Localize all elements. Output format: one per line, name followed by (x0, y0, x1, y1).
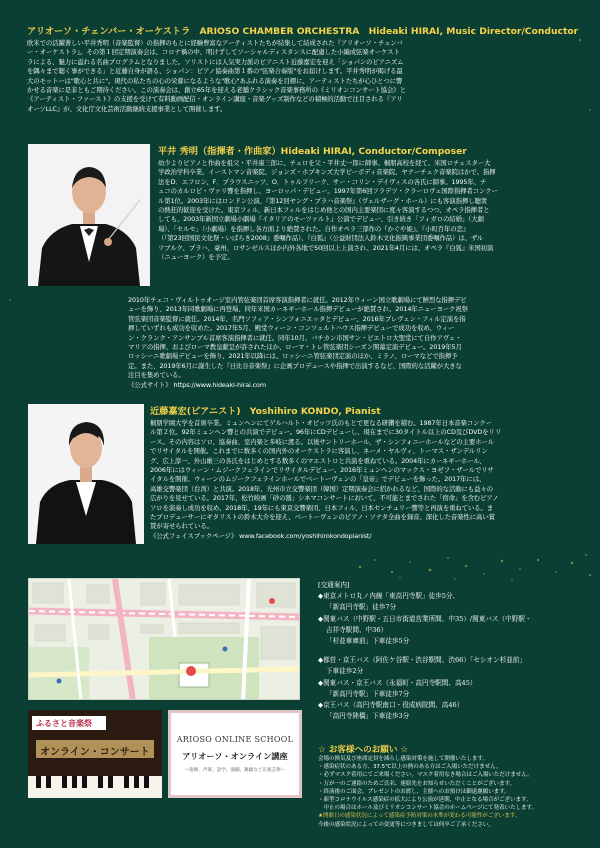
hirai-photo (28, 144, 150, 286)
school-subtitle: アリオーソ・オンライン講座 (182, 751, 288, 761)
school-title: ARIOSO ONLINE SCHOOL (176, 735, 294, 744)
kondo-photo (28, 404, 144, 544)
text-line: （『第23回国民文化祭・いばらき2008』委嘱作品）、『白狐』（公益財団法人鈴木文化振興事業団委嘱作品）は、ザル (158, 234, 484, 243)
notice-item: ・新型コロナウイルス感染症の拡大により公演が延期、中止となる場合がございます。 (318, 797, 532, 804)
text-line: オーソLLC』が、文化庁文化芸術活動継続支援事業として開催します。 (27, 104, 227, 113)
notice-item: ・必ずマスク着用にてご来場ください。マスク着用なき場合はご入場いただけません。 (318, 772, 533, 779)
access-line: ◆都営・京王バス（阿佐ケ谷駅・渋谷駅間、渋66）「セシオン杉並前」 (318, 656, 526, 665)
text-line: 2010年チェコ・ヴィルトゥオージ室内管弦楽団首席客演指揮者に就任。2012年ウィーン国立歌劇場にて鮮烈な指揮デビ (128, 296, 467, 304)
text-line: 幼少よりピアノと作曲を祖父・平井康三郎に、チェロを父・平井丈一郎に師事。桐朋高校を経て、米国ロチェスター大 (158, 159, 491, 167)
text-line: ル第２位。92年ミュンヘン響との共演でデビュー。96年にCDデビューし、現在までに30タイトル以上のCD及びDVDをリリ (150, 428, 502, 437)
hirai-heading: 平井 秀明（指揮者・作曲家）Hideaki HIRAI, Conductor/Composer (158, 146, 467, 157)
online-school-card[interactable] (168, 710, 302, 798)
text-line: 場）、「セルセ」（小劇場）を指揮し各方面より絶賛された。自作オペラ三部作の『かぐや姫』、『小町百年の恋』 (158, 224, 470, 233)
access-spacer (318, 647, 586, 655)
notice-item: ・万が一のご連絡のためご氏名、連絡先をお知らせいただくことがございます。 (318, 780, 516, 787)
notice-footer: 今後の感染状況によっての変更等につきましては何卒ご了承ください。 (318, 821, 494, 828)
text-line: 大のモットーは"歌心と共に"。現代の私たちの心の栄養になるような"歌心"あふれる演奏を目標に、アーティストたちが心ひとつに響 (27, 76, 403, 85)
text-line: でリサイタルを開催。これまでに数多くの国内外のオーケストラに客演し、ネーメ・ヤルヴィ、トーマス・ザンデルリン (150, 447, 488, 456)
notice-title: ☆ お客様へのお願い ☆ (318, 745, 409, 755)
text-line: かせる音楽に是非ともご期待ください。この演奏会は、創立65年を迎える老舗クラシック音楽事務所の《ミリオンコンサート協会》と (27, 86, 406, 95)
text-line: 賛が寄せられている。 (150, 522, 213, 531)
school-description: ～指揮、声楽、語学、演劇、舞踊など正統芸術～ (184, 768, 286, 773)
text-line: イタルを開催、ウィーンのムジークフェラインホールでベートーヴェンの「皇帝」でデビューを飾った。2017年には、 (150, 475, 486, 484)
kondo-bio-side (150, 419, 586, 541)
text-line: ューを飾り、2013年同歌劇場に再登場、同年米国カーネギーホール指揮デビューが絶賛され、2014年ニューヨーク祝祭 (128, 305, 468, 314)
notice-intro: 会場の換気及び座席定員を減らし感染対策を施して開催いたします。 (318, 756, 488, 762)
kondo-heading: 近藤嘉宏(ピアニスト) Yoshihiro KONDO, Pianist (150, 406, 381, 417)
text-line: を隅々まで聴く事ができる」と近藤自身が語る、ショパン：ピアノ協奏曲第１番の"弦楽合奏版"をお届けします。平井秀明が掲げる最 (27, 67, 403, 76)
text-line: たプロデューサーにギタリストの鈴木大介を迎え、ベートーヴェンのピアノ・ソナタ全曲を録音。深化した音楽性に高い賞 (150, 513, 495, 522)
hirai-bio-side (158, 159, 586, 262)
text-line: グ、広上淳一、外山雄三の各氏をはじめとする数多くのマエストロと共演を重ねている。2004年にカーネギーホール、 (150, 456, 486, 465)
kondo-section (150, 406, 586, 541)
notice-item: 中止の場合はホール及びミリオンコンサート協会のホームページにて発表いたします。 (318, 805, 538, 812)
access-line: ◆関東バス・京王バス（永福町・高円寺駅間、高45） (318, 678, 477, 687)
text-line: 定。また、2019年6月に誕生した『日比谷音楽祭』に企画プロデュースや指揮で出演するなど、国際的な活躍が大きな (128, 361, 462, 370)
text-line: 広がりを見せている。2017年、松竹映画「砂の器」シネマコンサートにおいて、不可能とまでされた「宿命」を含むピアノ (150, 494, 499, 503)
text-line: ン・クランク・アンサンブル首席客演指揮者に就任。同年10月、バチカン市国サン・ピエトロ大聖堂にて自作アヴェ・ (128, 333, 462, 342)
furusato-badge: ふるさと音楽祭 (36, 718, 92, 728)
access-title: [交通案内] (318, 581, 350, 589)
text-line: ツブルク、プラハ、豪州、ロサンゼルスほか内外各地で50回以上上演され、2021年4月には、オペラ『白狐』米国初演 (158, 243, 494, 252)
access-line: 下車徒歩2分 (326, 667, 364, 676)
notice-item: ・感染症状のある方、37.5℃以上の熱のある方はご入場いただけません。 (318, 764, 502, 771)
text-line: マリアの指揮、およびローマ教皇献呈が許されたほか、ローマ・トレ管弦楽団シーズン開幕定演デビュー。2019年5月 (128, 343, 462, 352)
hirai-website-link[interactable]: 《公式サイト》 https://www.hideaki-hirai.com (128, 380, 266, 389)
online-concert-card[interactable] (28, 710, 162, 798)
text-line: ル第1位。2003年にはロンドン公演、『第12回ヤング・プラハ音楽祭』（ヴェルザーグ・ホール）にも客演指揮し聴衆 (158, 196, 488, 205)
access-info (318, 580, 586, 722)
text-line: 桐朋学園大学を首席卒業。ミュンヘンにてゲルハルト・オピッツ氏のもとで更なる研鑽を積む。1987年日本音楽コンクー (150, 419, 492, 427)
text-line: ラによる、魅力に溢れる名曲プログラムとなりました。ソリストには人気実力派のピアニスト近藤嘉宏を迎え「ショパンのピアニズム (27, 57, 404, 66)
access-line: ◆東京メトロ丸ノ内線「東高円寺駅」徒歩5分、 (318, 592, 460, 601)
text-line: 法をD．エフロン、F．プラウスニッツ、O．トゥルフリーク、サー・コリン・デイヴィスの各氏に師事。1995年、チ (158, 177, 487, 186)
hirai-section (158, 146, 586, 262)
orchestra-heading: アリオーソ・チェンバー・オーケストラ ARIOSO CHAMBER ORCHESTRA Hideaki HIRAI, Music Director/Conductor (27, 26, 579, 37)
text-line: ー・オーケストラ』。その第１回定期演奏会は、コロナ禍の中、明けずしてソーシャルディスタンスに配慮した小編成弦楽オーケスト (27, 48, 400, 57)
venue-map (28, 578, 300, 700)
text-line: （ニューヨーク）を予定。 (158, 253, 234, 262)
text-line: 欧米での活躍著しい平井秀明（音楽監督）の指揮のもとに経験豊富なアーティストたちが結集して結成された『アリオーソ・チェンバ (27, 39, 403, 47)
access-line: 「新高円寺駅」下車徒歩7分 (326, 689, 410, 698)
text-line: 注目を集めている。 (128, 371, 185, 380)
text-line: しても、2003年新国立劇場小劇場『イタリアのモーツァルト』公演でデビュー、引き続き「フィガロの結婚」（大劇 (158, 215, 484, 224)
online-concert-label: オンライン・コンサート (40, 747, 150, 758)
orchestra-section (27, 26, 583, 114)
text-line: ェコのカルロビ・ヴァリ響を指揮し、ヨーロッパ・デビュー。1997年第6回フラデツ・クラーロヴェ国際指揮者コンクー (158, 187, 498, 196)
orchestra-description (27, 39, 583, 114)
text-line: ロッシーニ歌劇場デビューを飾り、2021年以降には、ロッシーニ管弦楽団定演のほか、ミラノ、ローマなどで指揮予 (128, 352, 458, 361)
visitor-notice (318, 745, 588, 829)
text-line: 管弦楽団音楽監督に就任。2014年、名門ソフィア・シンフォニエッタとデビュー、2016年プレヴェン・フィル定演を指 (128, 314, 466, 323)
access-line: 「杉並車庫前」下車徒歩5分 (326, 637, 410, 646)
access-line: ◆関東バス（中野駅・五日市街道営業所間、中35）/関東バス（中野駅・ (318, 614, 532, 623)
text-line: 学政治学科卒業。イーストマン音楽院、ジョンズ・ホプキンズ大学ピーボディ音楽院、ヤナーチェク音楽院はかで、指揮 (158, 168, 496, 177)
text-line: 高雄交響楽団（台湾）と共演。2018年、光州市立交響楽団（韓国）定期演奏会に招かれるなど、国際的な活動にも益々の (150, 484, 493, 493)
text-line: 《アーティスト・ファースト》の支援を受けて有料動画配信・オンライン講座・音楽グッズ制作などの積極的活動で注目される『アリ (27, 95, 403, 104)
access-line: 「新高円寺駅」徒歩7分 (326, 603, 397, 612)
text-line: 2006年にはウィーン・ムジークフェラインでリサイタルデビュー。2016年ミュンヘンのマックス・ヨゼフ・ザールでリサ (150, 466, 494, 475)
notice-item: ・終演後のご面会、プレゼントのお渡し、主催へのお預けは御遠慮願います。 (318, 788, 510, 795)
text-line: 揮していずれも成功を収めた。2017年5月、殿堂ウィーン・コンツェルトハウス指揮デビューで成功を収め、ウィー (128, 324, 455, 333)
kondo-facebook-link[interactable]: 《公式フェイスブックページ》 www.facebook.com/yoshihirokondopianist/ (150, 531, 372, 540)
notice-warning: ★開催日の感染状況によって感染症予防対策の水準が変わる可能性がございます。 (318, 813, 521, 820)
access-line: 「高円寺陸橋」下車徒歩3分 (326, 712, 410, 721)
text-line: ース。その内容はソロ、協奏曲、室内楽と多岐に渡る。以後サントリーホール、ザ・シンフォニーホールなどの主要ホール (150, 437, 494, 446)
access-line: ◆京王バス（高円寺駅南口・役成病院間、高46） (318, 701, 464, 710)
access-line: 吉祥寺駅間、中36） (326, 625, 388, 634)
text-line: ソロを演奏し成功を収め、2018年、19年にも東京交響楽団、日本フィル、日本センチュリー響等と再演を重ねている。ま (150, 503, 493, 512)
text-line: の熱狂的歓迎を受けた。東京フィル、新日本フィルをはじめ他との国内主要楽団に度々客演するつつ、オペラ指揮者と (158, 206, 490, 215)
hirai-bio-full (128, 296, 586, 390)
